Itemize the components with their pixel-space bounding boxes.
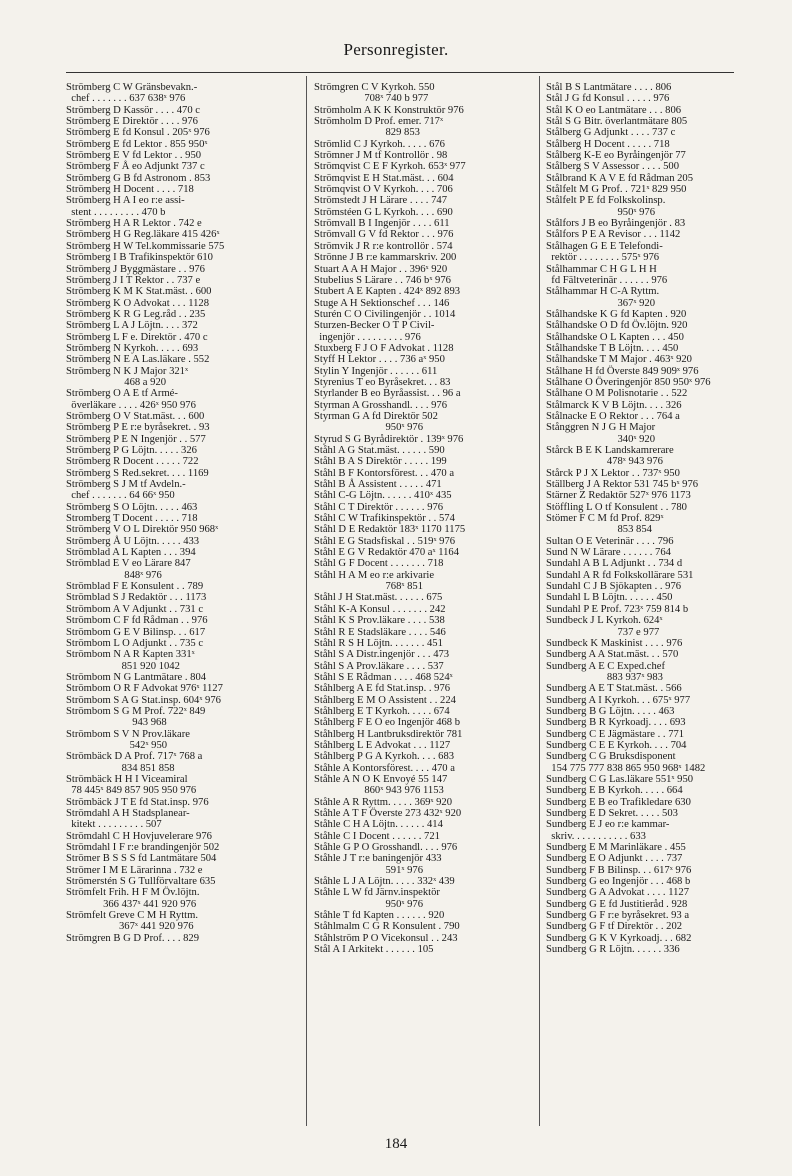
register-entry: Strömberg O V Stat.mäst. . . 600 bbox=[66, 410, 205, 422]
register-entry: Sundberg E M Marinläkare . 455 bbox=[546, 842, 686, 854]
register-entry: Strömer I M E Lärarinna . 732 e bbox=[66, 864, 203, 876]
register-entry: Strömblad F E Konsulent . . 789 bbox=[66, 581, 204, 593]
register-entry: Strömer B S S S fd Lantmätare 504 bbox=[66, 853, 217, 865]
register-entry: Strömqvist O V Kyrkoh. . . . 706 bbox=[314, 184, 453, 196]
register-entry: Sundberg G eo Ingenjör . . . 468 b bbox=[546, 876, 691, 888]
register-entry: Ståhl S E Rådman . . . . 468 524ˣ bbox=[314, 671, 453, 683]
register-entry: Strömberg K M K Stat.mäst. . 600 bbox=[66, 286, 212, 298]
register-entry: Ståhl B A S Direktör . . . . . 199 bbox=[314, 456, 447, 468]
register-entry: Stuxberg F J O F Advokat . 1128 bbox=[314, 342, 454, 354]
register-entry: 478ˣ 943 976 bbox=[546, 456, 663, 468]
register-entry: Ståhle C I Docent . . . . . . 721 bbox=[314, 830, 440, 842]
register-entry: Strömbäck D A Prof. 717ˣ 768 a bbox=[66, 751, 203, 763]
register-entry: Strömberg S J M tf Avdeln.- bbox=[66, 479, 186, 491]
register-entry: Strömberg E V fd Lektor . . 950 bbox=[66, 150, 202, 162]
register-entry: Stålhandske K G fd Kapten . 920 bbox=[546, 308, 687, 320]
register-entry: Sturén C O Civilingenjör . . 1014 bbox=[314, 308, 456, 320]
page-title: Personregister. bbox=[343, 40, 449, 59]
register-entry: Strömerstén S G Tullförvaltare 635 bbox=[66, 876, 216, 888]
register-entry: Strömgren C V Kyrkoh. 550 bbox=[314, 82, 435, 93]
register-entry: Sundberg G K V Kyrkoadj. . . 682 bbox=[546, 932, 692, 944]
register-entry: Sundberg G E fd Justitieråd . 928 bbox=[546, 898, 688, 910]
register-entry: Strömberg S O Löjtn. . . . . 463 bbox=[66, 501, 198, 513]
register-entry: Sundberg E B Kyrkoh. . . . . 664 bbox=[546, 785, 683, 797]
register-entry: Stuge A H Sektionschef . . . 146 bbox=[314, 297, 450, 309]
register-entry: Ståhl D E Redaktör 183ˣ 1170 1175 bbox=[314, 524, 466, 536]
register-entry: 366 437ˣ 441 920 976 bbox=[66, 898, 197, 910]
register-entry: Strömberg H G Reg.läkare 415 426ˣ bbox=[66, 229, 220, 241]
register-entry: 78 445ˣ 849 857 905 950 976 bbox=[66, 785, 197, 797]
register-entry: Ståhle L J A Löjtn. . . . . 332ˣ 439 bbox=[314, 876, 455, 888]
register-entry: Stubelius S Lärare . . 746 bˣ 976 bbox=[314, 274, 451, 286]
register-entry: Sturzen-Becker O T P Civil- bbox=[314, 320, 435, 332]
register-entry: Stånggren N J G H Major bbox=[546, 422, 656, 434]
register-entry: Stålbrand K A V E fd Rådman 205 bbox=[546, 172, 694, 184]
register-entry: Sundberg C G Bruksdisponent bbox=[546, 751, 676, 763]
register-entry: 829 853 bbox=[314, 127, 420, 139]
register-entry: Sundahl A R fd Folkskollärare 531 bbox=[546, 569, 694, 581]
register-entry: Strömdahl C H Hovjuvelerare 976 bbox=[66, 830, 212, 842]
register-entry: Sundahl A B L Adjunkt . . 734 d bbox=[546, 558, 683, 570]
register-entry: Strömner J M tf Kontrollör . 98 bbox=[314, 150, 448, 162]
register-entry: Strömfelt Frih. H F M Öv.löjtn. bbox=[66, 887, 200, 899]
register-entry: Sund N W Lärare . . . . . . 764 bbox=[546, 547, 671, 559]
register-entry: rektör . . . . . . . . 575ˣ 976 bbox=[546, 252, 660, 264]
register-entry: Sundberg E D Sekret. . . . . 503 bbox=[546, 808, 678, 819]
register-entry: Strömbäck J T E fd Stat.insp. 976 bbox=[66, 796, 209, 808]
register-entry: Strömdahl A H Stadsplanear- bbox=[66, 808, 190, 819]
register-entry: Ståhle A R Ryttm. . . . . 369ˣ 920 bbox=[314, 796, 453, 808]
register-entry: Ståhl R E Stadsläkare . . . . 546 bbox=[314, 626, 446, 638]
register-entry: Stålfelt P E fd Folkskolinsp. bbox=[546, 195, 666, 207]
register-entry: Ståhlberg E M O Assistent . . 224 bbox=[314, 694, 456, 706]
register-entry: Sundberg E O Adjunkt . . . . 737 bbox=[546, 853, 683, 865]
register-entry: Ståhl C W Trafikinspektör . . 574 bbox=[314, 513, 455, 525]
register-entry: Stålhammar H C-A Ryttm. bbox=[546, 286, 660, 298]
register-entry: Strömberg V O L Direktör 950 968ˣ bbox=[66, 524, 219, 536]
register-entry: Ståhle A T F Överste 273 432ˣ 920 bbox=[314, 808, 462, 819]
register-entry: Ståhlberg A E fd Stat.insp. . 976 bbox=[314, 683, 451, 695]
register-entry: Sundberg F B Bilinsp. . . 617ˣ 976 bbox=[546, 864, 692, 876]
register-entry: Strömqvist E H Stat.mäst. . . 604 bbox=[314, 172, 454, 184]
register-entry: Ståhl H A M eo r:e arkivarie bbox=[314, 569, 435, 581]
register-entry: Strömlid C J Kyrkoh. . . . . 676 bbox=[314, 138, 445, 150]
register-entry: Strömberg K R G Leg.råd . . 235 bbox=[66, 308, 206, 320]
register-entry: 737 e 977 bbox=[546, 626, 660, 638]
register-entry: Ståhl J H Stat.mäst. . . . . . 675 bbox=[314, 592, 443, 604]
register-entry: Strömberg H A I eo r:e assi- bbox=[66, 195, 185, 207]
register-entry: Stålhandske T M Major . 463ˣ 920 bbox=[546, 354, 692, 366]
register-entry: Strömberg K O Advokat . . . 1128 bbox=[66, 297, 210, 309]
register-column-1 bbox=[66, 82, 294, 1127]
register-entry: Ståhle L W fd Järnv.inspektör bbox=[314, 887, 440, 899]
register-entry: Strömberg O A E tf Armé- bbox=[66, 388, 178, 400]
register-entry: Stål J G fd Konsul . . . . . 976 bbox=[546, 93, 670, 105]
register-entry: Ståhl R S H Löjtn. . . . . . . 451 bbox=[314, 637, 443, 649]
register-entry: Strömdahl I F r:e brandingenjör 502 bbox=[66, 842, 220, 854]
register-entry: Ståhle T fd Kapten . . . . . . 920 bbox=[314, 910, 445, 922]
page-number: 184 bbox=[384, 1136, 408, 1152]
register-entry: Stålhane O Överingenjör 850 950ˣ 976 bbox=[546, 376, 711, 388]
register-entry: Strömberg P G Löjtn. . . . . 326 bbox=[66, 445, 197, 456]
register-entry: Stålberg G Adjunkt . . . . 737 c bbox=[546, 127, 676, 139]
register-entry: Strömberg N E A Las.läkare . 552 bbox=[66, 354, 210, 366]
register-entry: Sundberg E B eo Trafikledare 630 bbox=[546, 796, 691, 808]
register-entry: Strömberg L A J Löjtn. . . . 372 bbox=[66, 320, 198, 332]
register-entry: Strömblad A L Kapten . . . 394 bbox=[66, 547, 196, 559]
register-entry: Strömberg L F e. Direktör . 470 c bbox=[66, 331, 208, 343]
register-entry: Strömqvist C E F Kyrkoh. 653ˣ 977 bbox=[314, 161, 466, 173]
register-entry: Ståhlberg P G A Kyrkoh. . . . 683 bbox=[314, 751, 455, 763]
register-entry: Stål K O eo Lantmätare . . . 806 bbox=[546, 104, 682, 116]
register-entry: Stålhane O M Polisnotarie . . 522 bbox=[546, 388, 688, 400]
register-entry: Strömvall G V fd Rektor . . . 976 bbox=[314, 229, 454, 241]
register-entry: 943 968 bbox=[66, 717, 167, 729]
register-entry: Ståhle A Kontorsförest. . . . 470 a bbox=[314, 762, 455, 774]
register-entry: stent . . . . . . . . . 470 b bbox=[66, 206, 166, 218]
register-entry: Stårck B E K Landskamrerare bbox=[546, 445, 674, 456]
register-entry: Strömholm D Prof. emer. 717ˣ bbox=[314, 116, 444, 128]
register-entry: Strömbom N G Lantmätare . 804 bbox=[66, 671, 207, 683]
register-entry: Sultan O E Veterinär . . . . 796 bbox=[546, 535, 674, 547]
register-entry: Strömberg G B fd Astronom . 853 bbox=[66, 172, 211, 184]
register-entry: Strömfelt Greve C M H Ryttm. bbox=[66, 910, 198, 922]
register-entry: Strömblad S J Redaktör . . . 1173 bbox=[66, 592, 207, 604]
register-entry: Strömbom S G M Prof. 722ˣ 849 bbox=[66, 705, 206, 717]
register-entry: Ståhl E G Stadsfiskal . . 519ˣ 976 bbox=[314, 535, 456, 547]
register-entry: 768ˣ 851 bbox=[314, 581, 423, 593]
register-entry: Sundberg B G Löjtn. . . . . 463 bbox=[546, 705, 675, 717]
register-entry: Strömbom G E V Bilinsp. . . 617 bbox=[66, 626, 206, 638]
register-entry: Strömbom C F fd Rådman . . 976 bbox=[66, 615, 208, 627]
register-entry: Strömberg E Direktör . . . . 976 bbox=[66, 116, 198, 128]
register-entry: 950ˣ 976 bbox=[314, 422, 423, 434]
register-entry: Strömberg E fd Konsul . 205ˣ 976 bbox=[66, 127, 210, 139]
register-entry: Ståhlström P O Vicekonsul . . 243 bbox=[314, 932, 458, 944]
register-entry: Strömblad E V eo Lärare 847 bbox=[66, 558, 191, 570]
register-entry: 468 a 920 bbox=[66, 376, 167, 388]
register-entry: Ståhlberg F E O eo Ingenjör 468 b bbox=[314, 717, 461, 729]
register-entry: Ståhl K S Prov.läkare . . . . 538 bbox=[314, 615, 445, 627]
register-entry: 950ˣ 976 bbox=[546, 206, 655, 218]
register-entry: Strömberg N K J Major 321ˣ bbox=[66, 365, 189, 377]
register-entry: 708ˣ 740 b 977 bbox=[314, 93, 429, 105]
register-entry: Stålfelt M G Prof. . 721ˣ 829 950 bbox=[546, 184, 687, 196]
register-entry: Strömberg J Byggmästare . . 976 bbox=[66, 263, 205, 275]
register-entry: Stubert A E Kapten . 424ˣ 892 893 bbox=[314, 286, 461, 298]
register-entry: Strömberg S Red.sekret. . . . 1169 bbox=[66, 467, 209, 479]
register-entry: skriv. . . . . . . . . . . 633 bbox=[546, 830, 646, 842]
register-entry: Stärner Z Redaktör 527ˣ 976 1173 bbox=[546, 490, 691, 502]
register-entry: Ståhl S A Prov.läkare . . . . 537 bbox=[314, 660, 444, 672]
register-entry: Sundberg C E Jägmästare . . 771 bbox=[546, 728, 685, 740]
register-entry: Styrenius T eo Byråsekret. . . 83 bbox=[314, 376, 451, 388]
register-entry: Strömberg Å U Löjtn. . . . . 433 bbox=[66, 535, 200, 547]
register-entry: Strömholm A K K Konstruktör 976 bbox=[314, 104, 464, 116]
register-entry: 848ˣ 976 bbox=[66, 569, 162, 581]
register-entry: Strömberg H A R Lektor . 742 e bbox=[66, 218, 202, 230]
register-entry: Strömberg H W Tel.kommissarie 575 bbox=[66, 240, 225, 252]
register-entry: Stålfors J B eo Byråingenjör . 83 bbox=[546, 218, 686, 230]
register-entry: 834 851 858 bbox=[66, 762, 175, 774]
register-entry: 851 920 1042 bbox=[66, 660, 180, 672]
register-entry: Strömstedt J H Lärare . . . . 747 bbox=[314, 195, 447, 207]
register-column-2 bbox=[314, 82, 532, 1127]
header-rule bbox=[66, 72, 734, 73]
register-entry: 340ˣ 920 bbox=[546, 433, 655, 445]
register-entry: Stålfors P E A Revisor . . . 1142 bbox=[546, 229, 681, 241]
register-entry: Styrlander B eo Byråassist. . . 96 a bbox=[314, 388, 461, 400]
register-entry: Stål A I Arkitekt . . . . . . 105 bbox=[314, 944, 434, 956]
register-entry: Strömberg H Docent . . . . 718 bbox=[66, 184, 194, 196]
column-divider bbox=[306, 76, 307, 1126]
register-entry: 883 937ˣ 983 bbox=[546, 671, 663, 683]
register-entry: Stål B S Lantmätare . . . . 806 bbox=[546, 82, 672, 93]
register-entry: Styrman G A fd Direktör 502 bbox=[314, 410, 438, 422]
register-entry: Ståhlberg H Lantbruksdirektör 781 bbox=[314, 728, 463, 740]
register-entry: Ståhle J T r:e baningenjör 433 bbox=[314, 853, 442, 865]
register-entry: Stålberg K-E eo Byråingenjör 77 bbox=[546, 150, 686, 162]
register-entry: Sundberg A E T Stat.mäst. . 566 bbox=[546, 683, 682, 695]
register-entry: Ståhlmalm C G R Konsulent . 790 bbox=[314, 921, 460, 933]
register-entry: Strömvik J R r:e kontrollör . 574 bbox=[314, 240, 453, 252]
register-entry: 367ˣ 920 bbox=[546, 297, 655, 309]
register-entry: Strömbom L O Adjunkt . . 735 c bbox=[66, 637, 204, 649]
register-entry: Sundberg G F r:e byråsekret. 93 a bbox=[546, 910, 690, 922]
register-entry: Ståhl K-A Konsul . . . . . . . 242 bbox=[314, 603, 446, 615]
register-entry: Strömberg E fd Lektor . 855 950ˣ bbox=[66, 138, 208, 150]
register-entry: kitekt . . . . . . . . . 507 bbox=[66, 819, 162, 831]
register-entry: Stylin Y Ingenjör . . . . . . 611 bbox=[314, 365, 438, 377]
register-entry: Styrman A Grosshandl. . . . 976 bbox=[314, 399, 448, 411]
register-entry: Stårck P J X Lektor . . 737ˣ 950 bbox=[546, 467, 680, 479]
register-entry: 860ˣ 943 976 1153 bbox=[314, 785, 444, 797]
register-entry: Ståhl C T Direktör . . . . . . 976 bbox=[314, 501, 444, 513]
register-entry: chef . . . . . . . 64 66ˣ 950 bbox=[66, 490, 175, 502]
register-entry: Strömberg C W Gränsbevakn.- bbox=[66, 82, 198, 93]
register-entry: Strömberg F Å eo Adjunkt 737 c bbox=[66, 161, 205, 173]
register-entry: Ställberg J A Rektor 531 745 bˣ 976 bbox=[546, 479, 699, 491]
register-entry: Stålberg H Docent . . . . . 718 bbox=[546, 138, 670, 150]
register-entry: Strömberg P E r:e byråsekret. . 93 bbox=[66, 422, 210, 434]
register-entry: 853 854 bbox=[546, 524, 652, 536]
register-entry: Sundahl C J B Sjökapten . . 976 bbox=[546, 581, 682, 593]
register-entry: fd Fältveterinär . . . . . . 976 bbox=[546, 274, 668, 286]
register-entry: Stöffling L O tf Konsulent . . 780 bbox=[546, 501, 687, 513]
register-entry: Strömbom S A G Stat.insp. 604ˣ 976 bbox=[66, 694, 221, 706]
register-entry: Strömgren B G D Prof. . . . 829 bbox=[66, 932, 200, 944]
register-entry: 154 775 777 838 865 950 968ˣ 1482 bbox=[546, 762, 706, 774]
register-entry: Sundberg G R Löjtn. . . . . . 336 bbox=[546, 944, 680, 956]
register-entry: Strömbom N A R Kapten 331ˣ bbox=[66, 649, 195, 661]
register-entry: Strömbom O R F Advokat 976ˣ 1127 bbox=[66, 683, 223, 695]
register-entry: Strömberg N Kyrkoh. . . . . 693 bbox=[66, 342, 199, 354]
register-entry: Strömberg P E N Ingenjör . . 577 bbox=[66, 433, 206, 445]
register-entry: Sundberg G A Advokat . . . . 1127 bbox=[546, 887, 690, 899]
register-entry: Ståhl C-G Löjtn. . . . . . 410ˣ 435 bbox=[314, 490, 452, 502]
register-entry: Strömbäck H H I Viceamiral bbox=[66, 773, 188, 785]
register-entry: chef . . . . . . . 637 638ˣ 976 bbox=[66, 93, 186, 105]
register-entry: Stömer F C M fd Prof. 829ˣ bbox=[546, 513, 664, 525]
register-entry: Sundbeck K Maskinist . . . . 976 bbox=[546, 637, 683, 649]
register-entry: Ståhlberg E T Kyrkoh. . . . . 674 bbox=[314, 705, 450, 717]
register-entry: 591ˣ 976 bbox=[314, 864, 423, 876]
register-entry: Ståhl A G Stat.mäst. . . . . . 590 bbox=[314, 445, 445, 456]
register-entry: Stålhagen G E E Telefondi- bbox=[546, 240, 663, 252]
register-entry: Sundberg B R Kyrkoadj. . . . 693 bbox=[546, 717, 686, 729]
register-entry: Stuart A A H Major . . 396ˣ 920 bbox=[314, 263, 448, 275]
register-entry: Sundberg C G Las.läkare 551ˣ 950 bbox=[546, 773, 694, 785]
register-entry: Strönne J B r:e kammarskriv. 200 bbox=[314, 252, 457, 264]
register-entry: Ståhl E G V Redaktör 470 aˣ 1164 bbox=[314, 547, 459, 559]
register-entry: Ståhl S A Distr.ingenjör . . . 473 bbox=[314, 649, 450, 661]
register-entry: Stålhandske O D fd Öv.löjtn. 920 bbox=[546, 320, 688, 332]
register-entry: Stromberg T Docent . . . . . 718 bbox=[66, 513, 198, 525]
register-entry: Stålberg S V Assessor . . . . 500 bbox=[546, 161, 680, 173]
register-entry: Sundberg A A Stat.mäst. . . 570 bbox=[546, 649, 679, 661]
register-entry: Strömberg I B Trafikinspektör 610 bbox=[66, 252, 213, 264]
register-entry: Ståhlberg L E Advokat . . . 1127 bbox=[314, 739, 451, 751]
register-entry: Strömbom S V N Prov.läkare bbox=[66, 728, 190, 740]
register-column-3 bbox=[546, 82, 756, 1127]
register-entry: 950ˣ 976 bbox=[314, 898, 423, 910]
register-entry: Stålmarck K V B Löjtn. . . . 326 bbox=[546, 399, 682, 411]
register-entry: Strömvall B I Ingenjör . . . . 611 bbox=[314, 218, 450, 230]
register-entry: 542ˣ 950 bbox=[66, 739, 168, 751]
register-entry: Ståhl B Å Assistent . . . . . 471 bbox=[314, 479, 442, 491]
register-entry: Strömbom A V Adjunkt . . 731 c bbox=[66, 603, 204, 615]
register-entry: Sundberg E J eo r:e kammar- bbox=[546, 819, 670, 831]
register-entry: Stålhandske O L Kapten . . . 450 bbox=[546, 331, 684, 343]
register-entry: Sundahl P E Prof. 723ˣ 759 814 b bbox=[546, 603, 689, 615]
register-entry: 367ˣ 441 920 976 bbox=[66, 921, 194, 933]
register-entry: ingenjör . . . . . . . . . 976 bbox=[314, 331, 421, 343]
register-entry: Stål S G Bitr. överlantmätare 805 bbox=[546, 116, 688, 128]
register-entry: Ståhle C H A Löjtn. . . . . . 414 bbox=[314, 819, 443, 831]
register-entry: Strömstéen G L Kyrkoh. . . . 690 bbox=[314, 206, 453, 218]
register-entry: Sundberg A I Kyrkoh. . . 675ˣ 977 bbox=[546, 694, 691, 706]
register-entry: Ståhle G P O Grosshandl. . . . 976 bbox=[314, 842, 458, 854]
register-entry: Stålhandske T B Löjtn. . . . 450 bbox=[546, 342, 679, 354]
register-entry: Styff H Lektor . . . . 736 aˣ 950 bbox=[314, 354, 445, 366]
register-entry: Strömberg J I T Rektor . . 737 e bbox=[66, 274, 201, 286]
column-divider bbox=[539, 76, 540, 1126]
register-entry: överläkare . . . . 426ˣ 950 976 bbox=[66, 399, 196, 411]
register-entry: Ståhl G F Docent . . . . . . . 718 bbox=[314, 558, 444, 570]
register-entry: Strömberg R Docent . . . . . 722 bbox=[66, 456, 199, 468]
register-entry: Stålhammar C H G L H H bbox=[546, 263, 657, 275]
register-entry: Sundberg A E C Exped.chef bbox=[546, 660, 665, 672]
register-entry: Stålnacke E O Rektor . . . 764 a bbox=[546, 410, 680, 422]
register-entry: Sundbeck J L Kyrkoh. 624ˣ bbox=[546, 615, 663, 627]
register-entry: Strömberg D Kassör . . . . 470 c bbox=[66, 104, 200, 116]
register-entry: Ståhle A N O K Envoyé 55 147 bbox=[314, 773, 448, 785]
register-entry: Styrud S G Byrådirektör . 139ˣ 976 bbox=[314, 433, 464, 445]
register-entry: Sundberg G F tf Direktör . . 202 bbox=[546, 921, 683, 933]
register-entry: Sundberg C E E Kyrkoh. . . . 704 bbox=[546, 739, 687, 751]
register-entry: Sundahl L B Löjtn. . . . . . 450 bbox=[546, 592, 673, 604]
register-entry: Ståhl B F Kontorsförest. . . 470 a bbox=[314, 467, 455, 479]
register-entry: Stålhane H fd Överste 849 909ˣ 976 bbox=[546, 365, 699, 377]
